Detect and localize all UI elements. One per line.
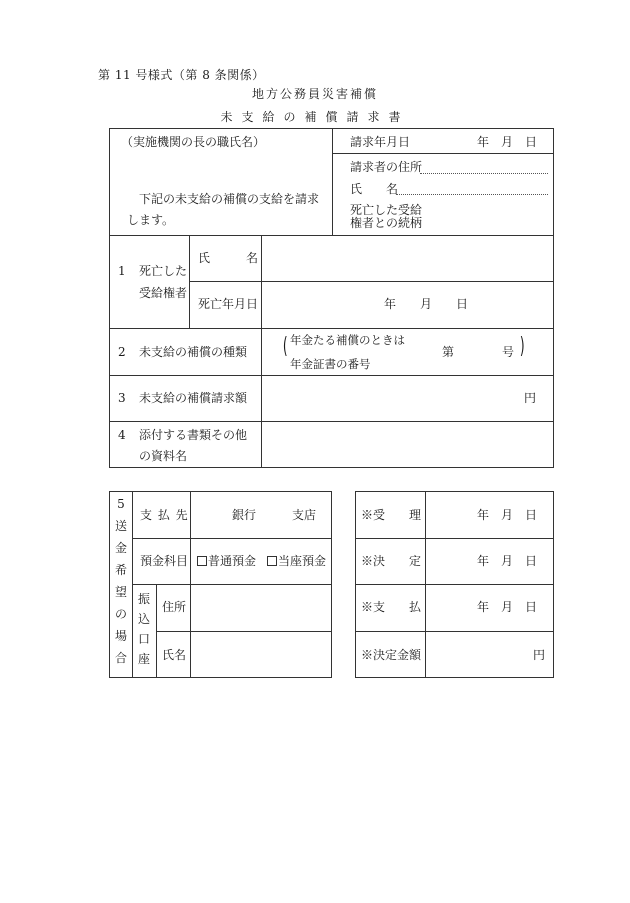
item1-label-line1: 死亡した — [139, 264, 188, 278]
relation-label-line2: 権者との続柄 — [350, 216, 423, 230]
claim-date-label: 請求年月日 — [350, 135, 411, 149]
remittance-vertical-label: 5送金希望の場合 — [114, 497, 127, 665]
divider — [355, 538, 554, 539]
receipt-label: ※受 理 — [361, 508, 422, 522]
claimant-address-label: 請求者の住所 — [350, 160, 423, 174]
item2-label: 未支給の補償の種類 — [139, 345, 248, 359]
item4-label-line1: 添付する書類その他 — [139, 428, 248, 442]
request-text-line1: 下記の未支給の補償の支給を請求 — [139, 192, 320, 206]
right-bracket-icon: ) — [519, 334, 525, 359]
form-title-line1: 地方公務員災害補償 — [251, 87, 378, 101]
receipt-date-field[interactable]: 年 月 日 — [477, 508, 538, 522]
divider — [332, 153, 554, 154]
item3-label: 未支給の補償請求額 — [139, 391, 248, 405]
current-deposit-label: 当座預金 — [278, 554, 327, 568]
decided-amount-label: ※決定金額 — [361, 648, 422, 662]
divider — [109, 421, 554, 422]
payee-label: 支 払 先 — [140, 508, 189, 522]
left-bracket-icon: ( — [282, 334, 288, 359]
bank-label: 銀行 — [232, 508, 257, 522]
pension-note-line1: 年金たる補償のときは — [290, 333, 405, 347]
divider — [189, 281, 554, 282]
claimant-name-field[interactable] — [396, 194, 548, 195]
request-text-line2: します。 — [127, 213, 175, 227]
agency-head-label: （実施機関の長の職氏名） — [121, 135, 266, 149]
current-deposit-checkbox[interactable] — [267, 556, 277, 566]
death-date-label: 死亡年月日 — [198, 297, 259, 311]
ordinary-deposit-option[interactable] — [197, 554, 256, 568]
divider — [355, 631, 554, 632]
form-title-line2: 未支給の補償請求書 — [220, 110, 410, 124]
divider — [261, 235, 262, 468]
item1-label-line2: 受給権者 — [139, 286, 188, 300]
claim-date-field[interactable]: 年 月 日 — [477, 135, 538, 149]
claimant-name-label: 氏 名 — [350, 182, 399, 196]
divider — [132, 538, 332, 539]
divider — [332, 128, 333, 235]
item4-number: 4 — [118, 428, 126, 442]
death-date-field[interactable]: 年 月 日 — [384, 297, 469, 311]
transfer-name-label: 氏名 — [162, 648, 187, 662]
item3-number: 3 — [118, 391, 126, 405]
divider — [156, 631, 332, 632]
divider — [109, 235, 554, 236]
decision-date-field[interactable]: 年 月 日 — [477, 554, 538, 568]
pension-no-go: 号 — [502, 345, 515, 359]
item4-label-line2: の資料名 — [139, 449, 188, 463]
divider — [109, 328, 554, 329]
pension-no-dai: 第 — [442, 345, 455, 359]
item2-number: 2 — [118, 345, 126, 359]
divider — [109, 375, 554, 376]
ordinary-deposit-label: 普通預金 — [208, 554, 257, 568]
divider — [132, 584, 332, 585]
relation-label-line1: 死亡した受給 — [350, 203, 423, 217]
claim-amount-yen: 円 — [524, 391, 537, 405]
item1-number: 1 — [118, 264, 126, 278]
pension-note-line2: 年金証書の番号 — [290, 357, 371, 371]
ordinary-deposit-checkbox[interactable] — [197, 556, 207, 566]
decided-amount-yen: 円 — [533, 648, 546, 662]
payment-date-field[interactable]: 年 月 日 — [477, 600, 538, 614]
transfer-address-label: 住所 — [162, 600, 187, 614]
claimant-address-field[interactable] — [420, 173, 548, 174]
transfer-account-vertical-label: 振込口座 — [137, 592, 150, 666]
form-number: 第 11 号様式（第 8 条関係） — [98, 68, 265, 82]
deposit-type-label: 預金科目 — [140, 554, 189, 568]
branch-label: 支店 — [292, 508, 317, 522]
payment-label: ※支 払 — [361, 600, 422, 614]
divider — [355, 584, 554, 585]
decision-label: ※決 定 — [361, 554, 422, 568]
deceased-name-label: 氏 名 — [198, 251, 259, 265]
current-deposit-option[interactable] — [267, 554, 326, 568]
